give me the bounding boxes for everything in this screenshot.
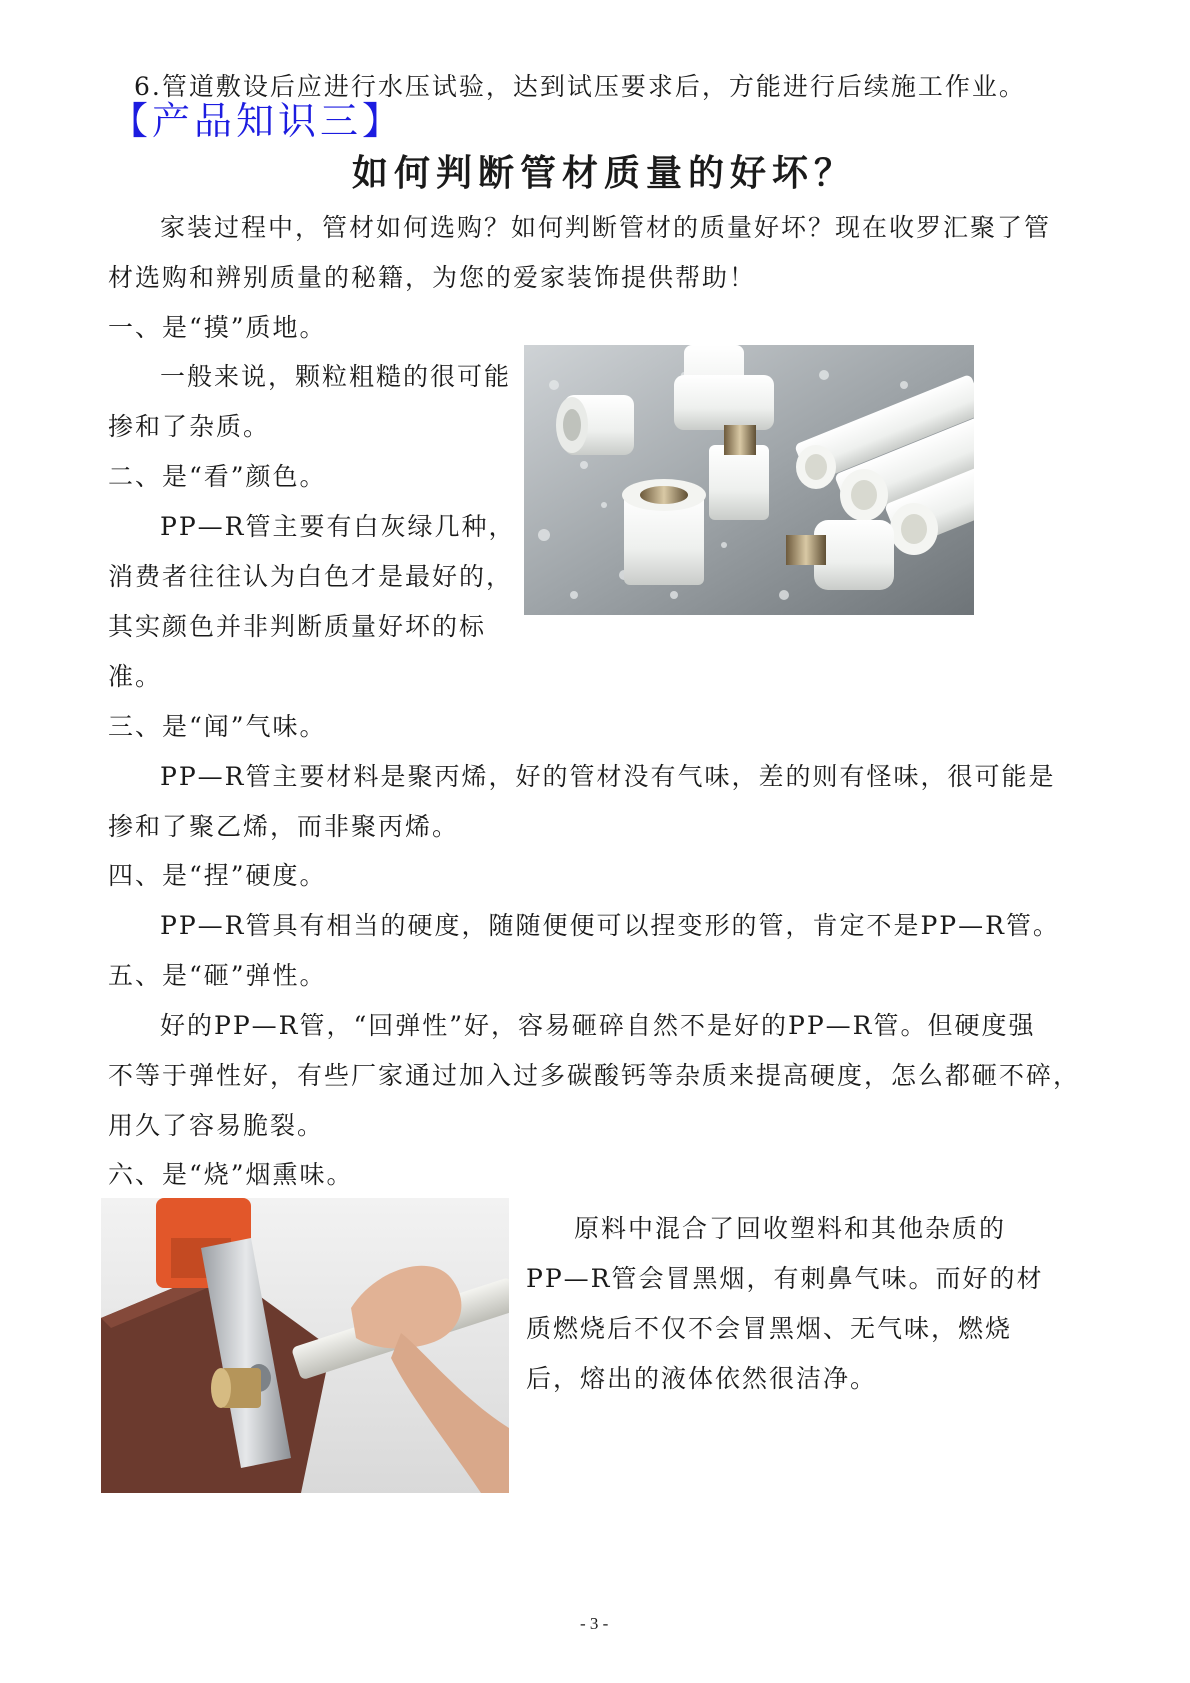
section-title-hardness: 四、是“捏”硬度。	[108, 861, 327, 890]
section-body-line: 质燃烧后不仅不会冒黑烟、无气味，燃烧	[526, 1314, 1013, 1343]
section-body-line: 掺和了杂质。	[108, 412, 271, 441]
section-body-line: PP—R管会冒黑烟，有刺鼻气味。而好的材	[526, 1264, 1044, 1293]
section-body-line: 掺和了聚乙烯，而非聚丙烯。	[108, 812, 460, 841]
section-body-line: PP—R管具有相当的硬度，随随便便可以捏变形的管，肯定不是PP—R管。	[160, 911, 1060, 940]
section-title-burn: 六、是“烧”烟熏味。	[108, 1160, 354, 1189]
section-body-line: 不等于弹性好，有些厂家通过加入过多碳酸钙等杂质来提高硬度，怎么都砸不碎，	[108, 1061, 1081, 1090]
section-body-line: 其实颜色并非判断质量好坏的标	[108, 612, 487, 641]
section-title-color: 二、是“看”颜色。	[108, 462, 327, 491]
section-body-line: 后，熔出的液体依然很洁净。	[526, 1364, 878, 1393]
section-body-line: 好的PP—R管，“回弹性”好，容易砸碎自然不是好的PP—R管。但硬度强	[160, 1011, 1036, 1040]
pipe-welding-photo	[101, 1198, 509, 1493]
section-title-elasticity: 五、是“砸”弹性。	[108, 961, 327, 990]
intro-paragraph-line: 材选购和辨别质量的秘籍，为您的爱家装饰提供帮助！	[108, 263, 757, 292]
section-body-line: 消费者往往认为白色才是最好的，	[108, 562, 514, 591]
page-title: 如何判断管材质量的好坏？	[352, 152, 857, 194]
section-body-line: PP—R管主要有白灰绿几种，	[160, 512, 516, 541]
intro-line: 6.管道敷设后应进行水压试验，达到试压要求后，方能进行后续施工作业。	[134, 72, 1026, 101]
section-title-smell: 三、是“闻”气味。	[108, 712, 327, 741]
page-number: - 3 -	[580, 1614, 609, 1633]
section-body-line: 准。	[108, 662, 163, 691]
intro-paragraph-line: 家装过程中，管材如何选购？如何判断管材的质量好坏？现在收罗汇聚了管	[160, 213, 1052, 242]
section-banner: 【产品知识三】	[110, 99, 405, 143]
pipe-fittings-photo	[524, 345, 974, 615]
section-body-line: 一般来说，颗粒粗糙的很可能	[160, 362, 512, 391]
section-body-line: 用久了容易脆裂。	[108, 1111, 325, 1140]
section-body-line: PP—R管主要材料是聚丙烯，好的管材没有气味，差的则有怪味，很可能是	[160, 762, 1056, 791]
section-title-touch: 一、是“摸”质地。	[108, 313, 327, 342]
section-body-line: 原料中混合了回收塑料和其他杂质的	[574, 1214, 1007, 1243]
